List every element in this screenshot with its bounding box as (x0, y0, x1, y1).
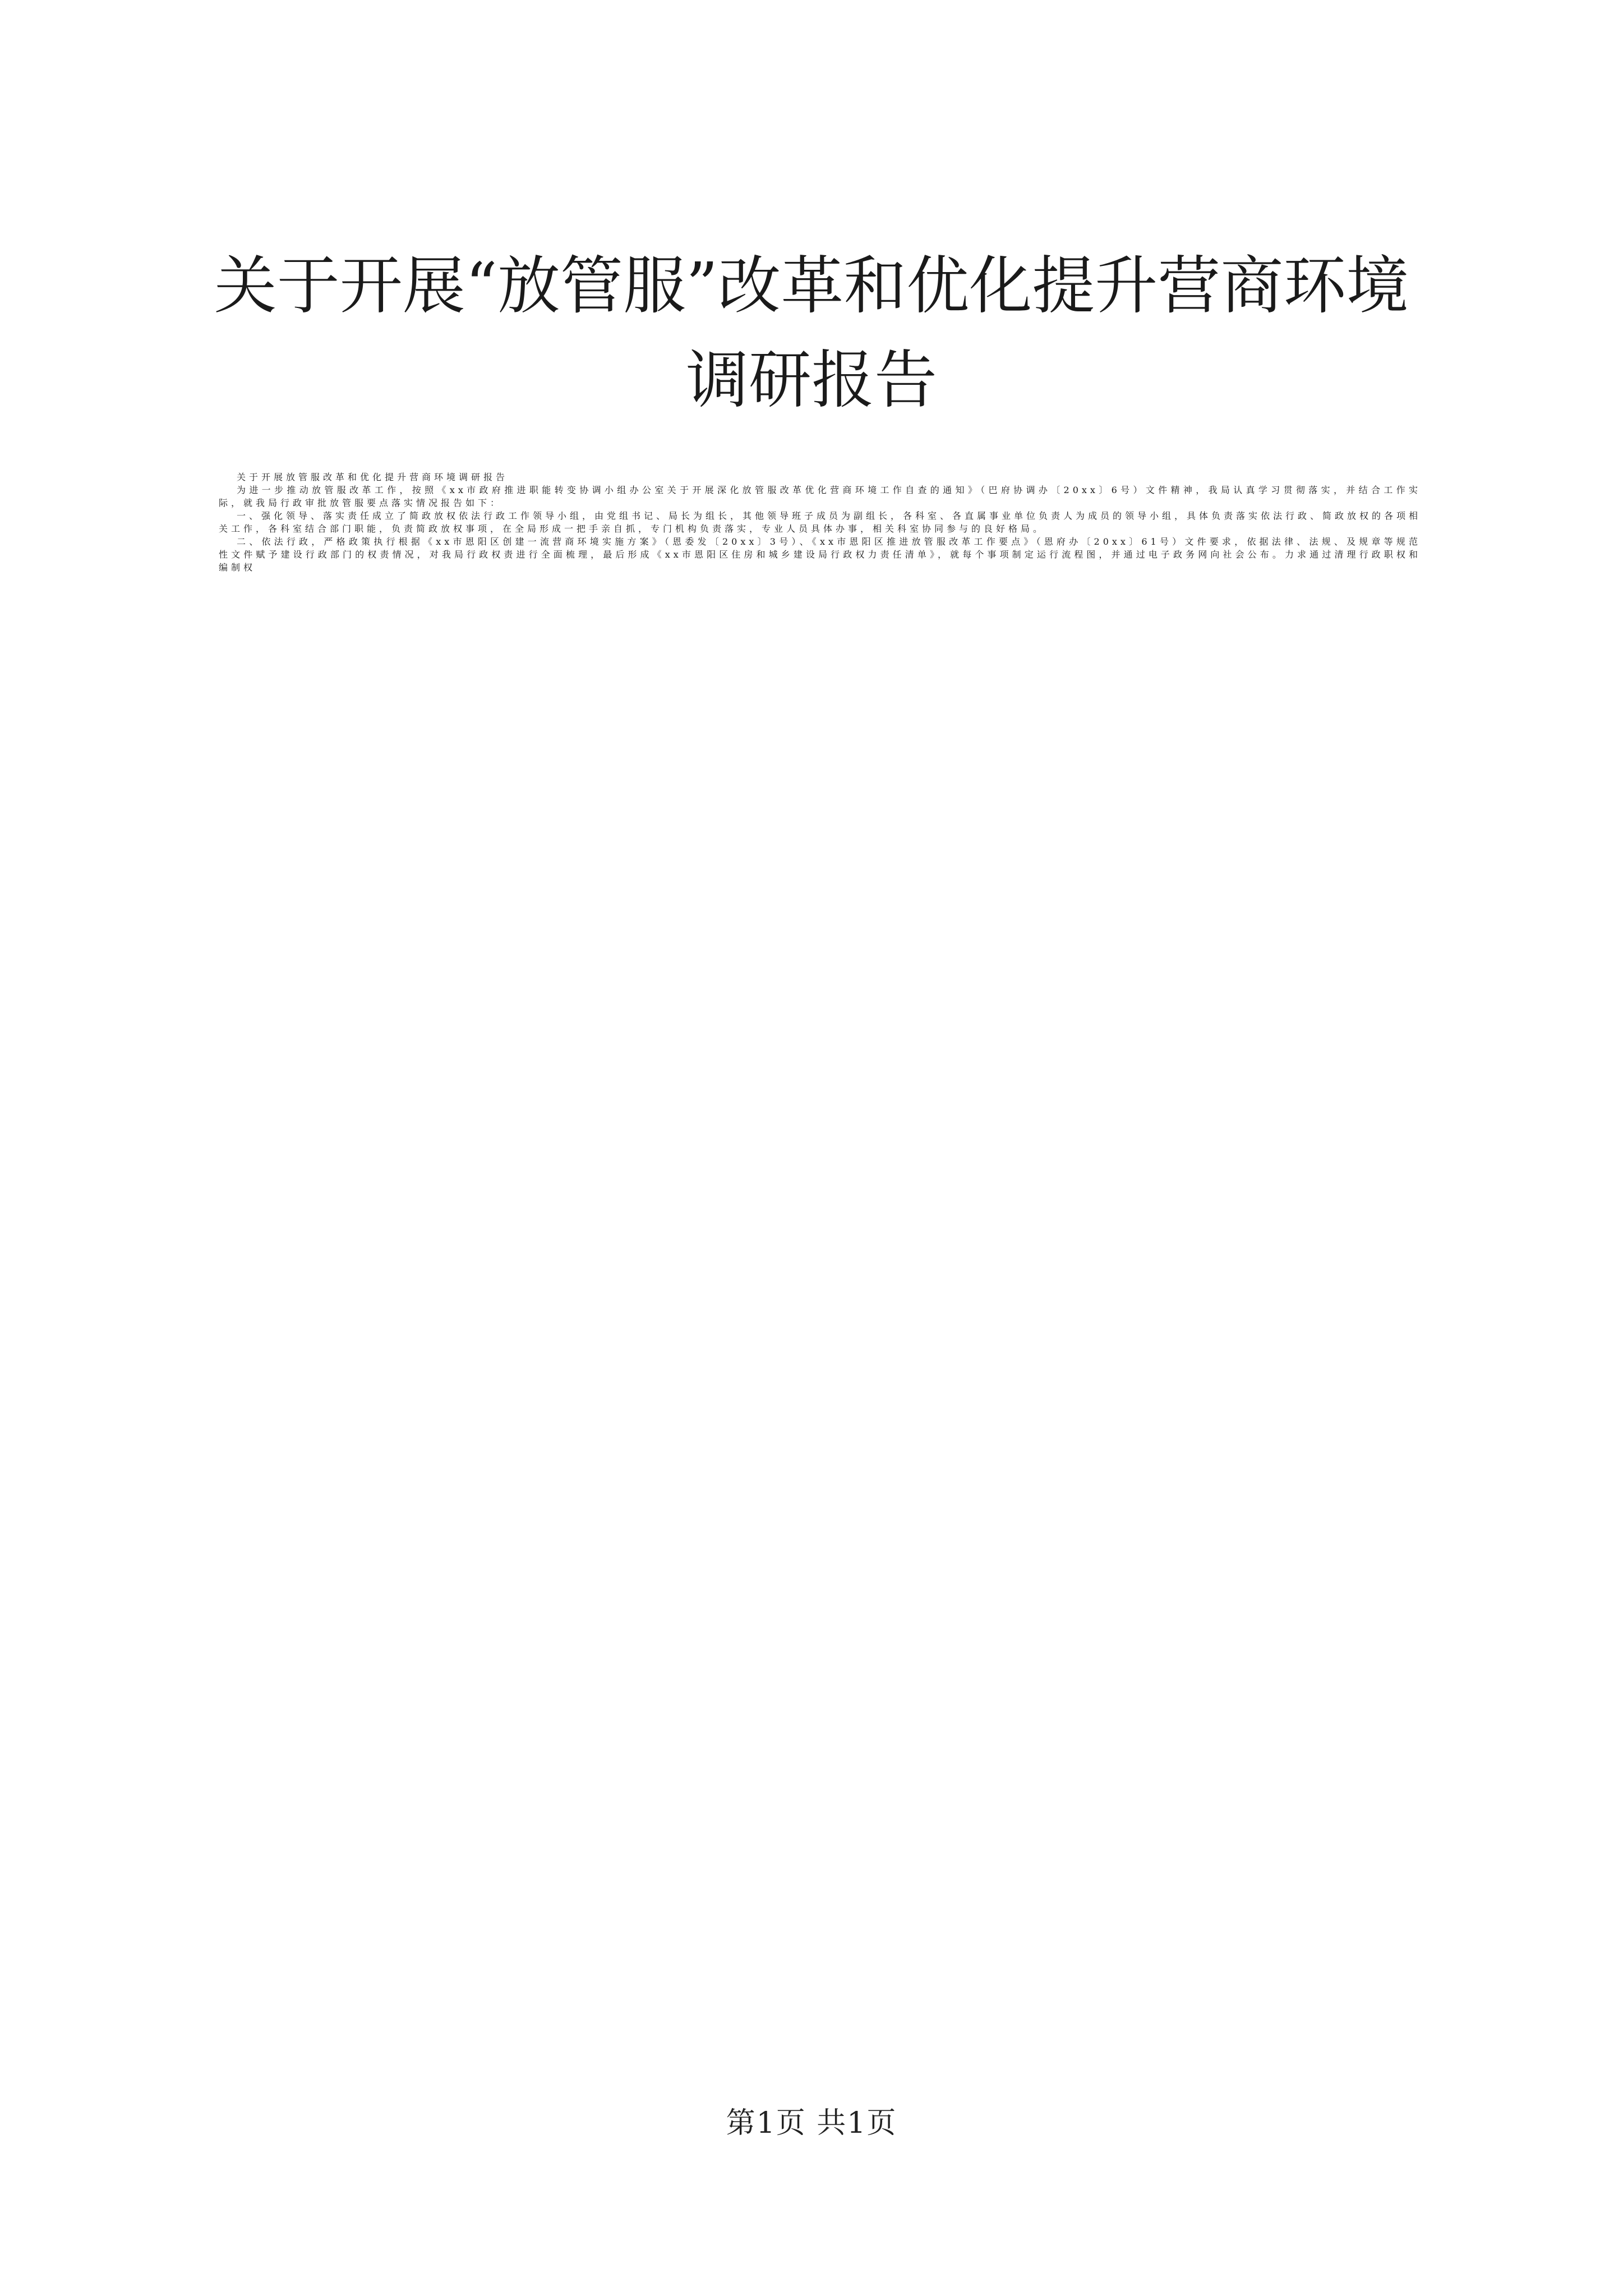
document-title-line-1: 关于开展“放管服”改革和优化提升营商环境 (214, 250, 1409, 323)
body-paragraph-section-2: 二、依法行政，严格政策执行根据《xx市恩阳区创建一流营商环境实施方案》（恩委发〔20xx〕3号）、《xx市恩阳区推进放管服改革工作要点》（恩府办〔20xx〕61号）文件要求，依据法律、法规、及规章等规范性文件赋予建设行政部门的权责情况，对我局行政权责进行全面梳理，最后形成《xx市恩阳区住房和城乡建设局行政权力责任清单》，就每个事项制定运行流程图，并通过电子政务网向社会公布。力求通过清理行政职权和编制权 (219, 536, 1421, 573)
body-paragraph-intro: 为进一步推动放管服改革工作，按照《xx市政府推进职能转变协调小组办公室关于开展深化放管服改革优化营商环境工作自查的通知》（巴府协调办〔20xx〕6号）文件精神，我局认真学习贯彻落实，并结合工作实际，就我局行政审批放管服要点落实情况报告如下： (219, 485, 1421, 508)
document-body (219, 470, 1421, 2028)
body-paragraph-section-1: 一、强化领导、落实责任成立了简政放权依法行政工作领导小组，由党组书记、局长为组长，其他领导班子成员为副组长，各科室、各直属事业单位负责人为成员的领导小组，具体负责落实依法行政、简政放权的各项相关工作，各科室结合部门职能，负责简政放权事项，在全局形成一把手亲自抓，专门机构负责落实，专业人员具体办事，相关科室协同参与的良好格局。 (219, 510, 1421, 534)
document-title-line-2: 调研报告 (686, 344, 937, 417)
page-number-footer: 第1页 共1页 (726, 2106, 897, 2140)
body-paragraph-subtitle: 关于开展放管服改革和优化提升营商环境调研报告 (237, 472, 509, 482)
